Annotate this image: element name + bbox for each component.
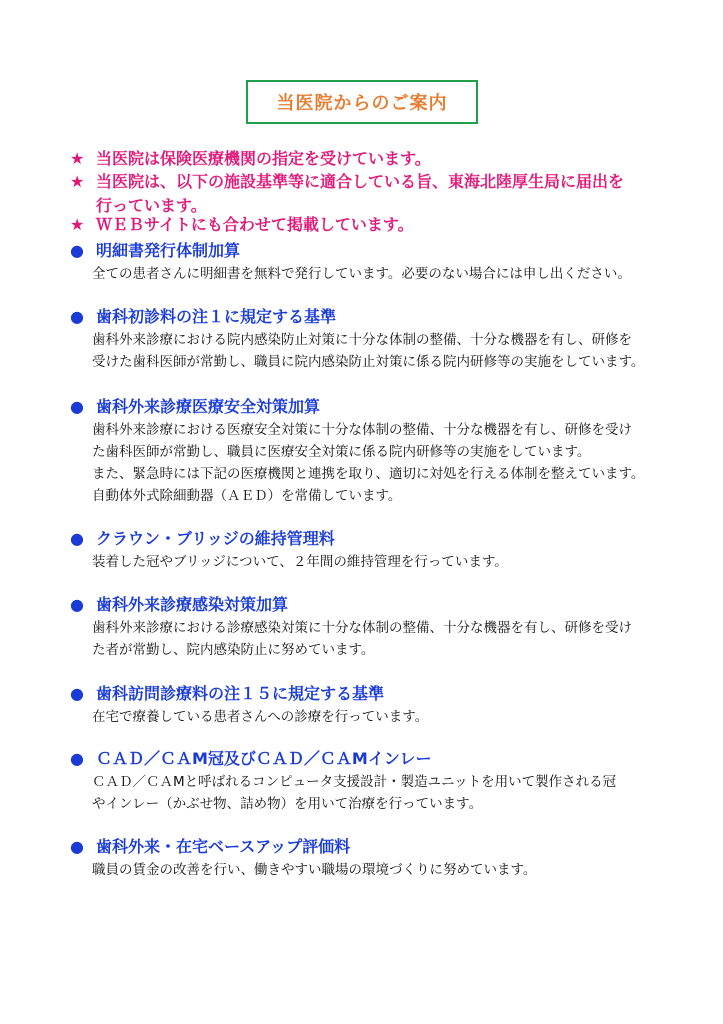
section-body-line: また、緊急時には下記の医療機関と連携を取り、適切に対処を行える体制を整えています。: [92, 466, 645, 482]
section-heading: ● ＣＡＤ／ＣＡM冠及びＣＡＤ／ＣＡMインレー: [70, 749, 432, 768]
section-heading: ● 歯科訪問診療料の注１５に規定する基準: [70, 684, 385, 703]
notice-text: ＷＥＢサイトにも合わせて掲載しています。: [96, 215, 414, 234]
notice-2-continued: 行っています。: [96, 196, 207, 215]
star-icon: ★: [70, 172, 85, 191]
star-icon: ★: [70, 149, 85, 168]
notice-2: [70, 171, 624, 193]
section-body-line: 全ての患者さんに明細書を無料で発行しています。必要のない場合には申し出ください。: [92, 266, 631, 282]
bullet-icon: ●: [70, 684, 84, 703]
bullet-icon: ●: [70, 595, 84, 614]
section-heading: ● 歯科外来・在宅ベースアップ評価料: [70, 837, 351, 856]
section-body-line: 歯科外来診療における院内感染防止対策に十分な体制の整備、十分な機器を有し、研修を: [92, 332, 632, 348]
bullet-icon: ●: [70, 307, 84, 326]
section-body-line: 装着した冠やブリッジについて、２年間の維持管理を行っています。: [92, 554, 508, 570]
star-icon: ★: [70, 215, 85, 234]
section-body-line: 在宅で療養している患者さんへの診療を行っています。: [92, 709, 429, 725]
notice-3: [70, 214, 414, 236]
notice-text: 当医院は保険医療機関の指定を受けています。: [96, 149, 431, 168]
section-heading: ● 歯科初診料の注１に規定する基準: [70, 307, 337, 326]
section-heading: ● 歯科外来診療感染対策加算: [70, 595, 289, 614]
section-body-line: た歯科医師が常勤し、職員に医療安全対策に係る院内研修等の実施をしています。: [92, 444, 591, 460]
section-heading: ● 歯科外来診療医療安全対策加算: [70, 397, 321, 416]
title-box: [246, 80, 478, 124]
section-body-line: た者が常勤し、院内感染防止に努めています。: [92, 642, 375, 658]
section-heading: ● 明細書発行体制加算: [70, 241, 241, 260]
section-body-line: 歯科外来診療における医療安全対策に十分な体制の整備、十分な機器を有し、研修を受け: [92, 422, 632, 438]
page-title: 当医院からのご案内: [276, 93, 448, 114]
section-body-line: 歯科外来診療における診療感染対策に十分な体制の整備、十分な機器を有し、研修を受け: [92, 620, 632, 636]
section-body-line: 自動体外式除細動器（ＡＥＤ）を常備しています。: [92, 488, 402, 504]
bullet-icon: ●: [70, 749, 84, 768]
bullet-icon: ●: [70, 241, 84, 260]
bullet-icon: ●: [70, 397, 84, 416]
section-body-line: 職員の賃金の改善を行い、働きやすい職場の環境づくりに努めています。: [92, 862, 537, 878]
section-body-line: やインレー（かぶせ物、詰め物）を用いて治療を行っています。: [92, 796, 483, 812]
section-heading: ● クラウン・ブリッジの維持管理料: [70, 529, 335, 548]
section-body-line: 受けた歯科医師が常勤し、職員に院内感染防止対策に係る院内研修等の実施をしています。: [92, 354, 645, 370]
bullet-icon: ●: [70, 529, 84, 548]
bullet-icon: ●: [70, 837, 84, 856]
section-body-line: ＣＡＤ／ＣＡMと呼ばれるコンピュータ支援設計・製造ユニットを用いて製作される冠: [92, 774, 617, 790]
notice-1: [70, 148, 431, 170]
notice-text: 当医院は、以下の施設基準等に適合している旨、東海北陸厚生局に届出を: [96, 172, 625, 191]
